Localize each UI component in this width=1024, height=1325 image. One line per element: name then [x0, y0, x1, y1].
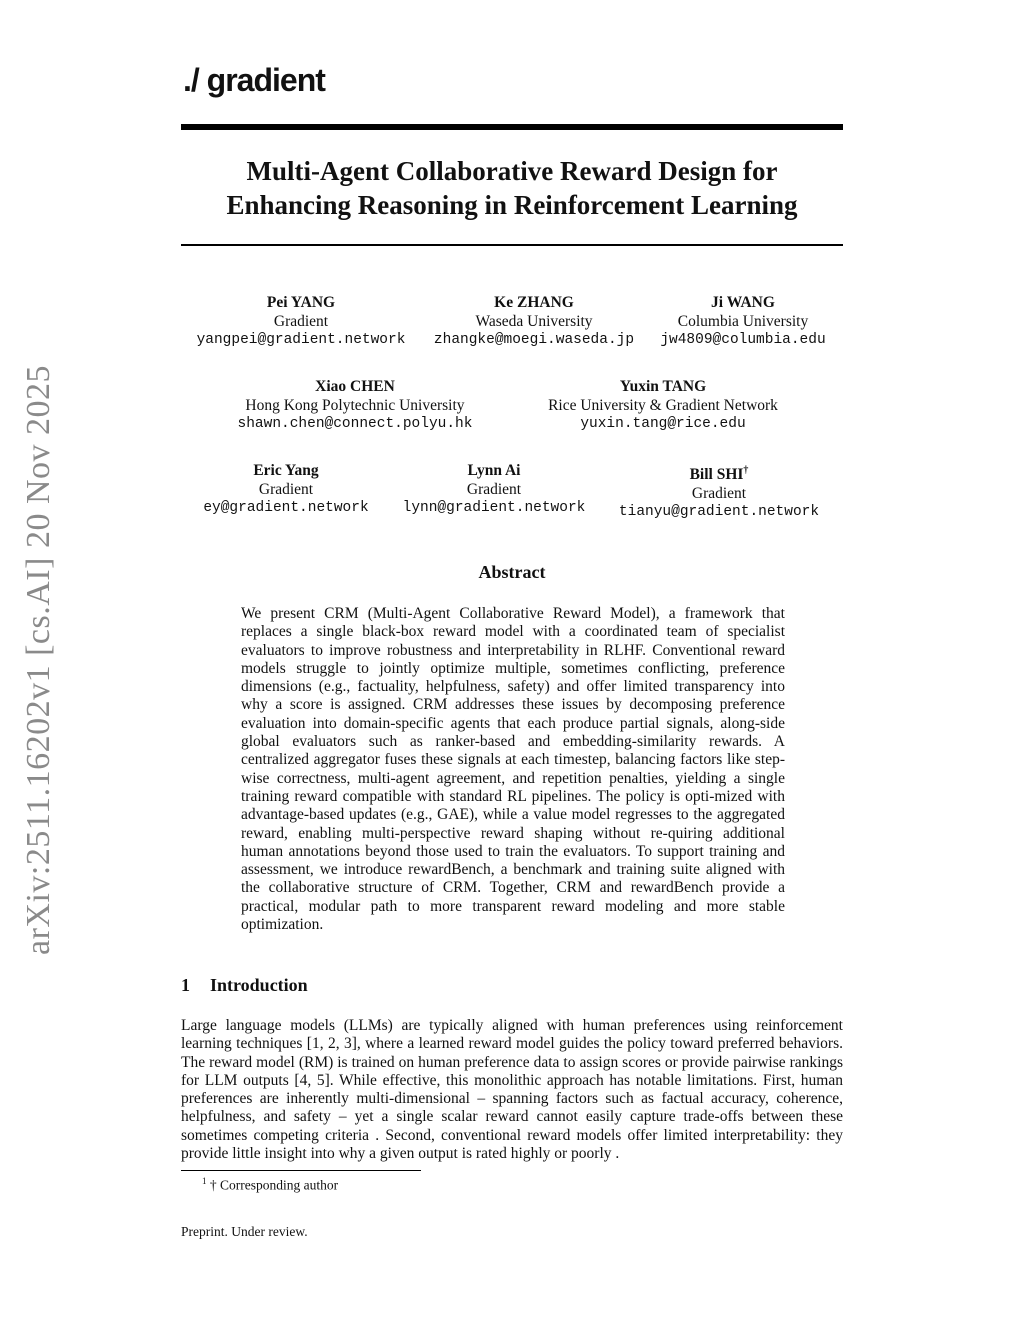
- author-email[interactable]: zhangke@moegi.waseda.jp: [433, 332, 635, 348]
- footnote: [202, 1176, 338, 1194]
- author-name: Ji WANG: [711, 294, 775, 311]
- author-email[interactable]: lynn@gradient.network: [402, 500, 586, 516]
- author-email[interactable]: ey@gradient.network: [203, 500, 369, 516]
- title-line-1: Multi-Agent Collaborative Reward Design for: [246, 156, 778, 186]
- author-name: Ke ZHANG: [494, 294, 574, 311]
- author-affiliation: Waseda University: [475, 313, 593, 330]
- author-name: Yuxin TANG: [619, 378, 707, 395]
- author-affiliation: Columbia University: [677, 313, 809, 330]
- gradient-logo: ./ gradient: [183, 62, 325, 98]
- preprint-notice: Preprint. Under review.: [181, 1224, 308, 1239]
- author-block: [533, 377, 793, 434]
- author-name: Eric Yang: [253, 462, 319, 479]
- footnote-rule: [181, 1170, 421, 1171]
- author-email[interactable]: shawn.chen@connect.polyu.hk: [237, 416, 473, 432]
- author-affiliation: Gradient: [273, 313, 329, 330]
- author-name-line: [609, 461, 829, 484]
- author-email[interactable]: yuxin.tang@rice.edu: [580, 416, 746, 432]
- author-block: [225, 377, 485, 434]
- title-line-2: Enhancing Reasoning in Reinforcement Learning: [226, 190, 798, 220]
- author-affiliation: Hong Kong Polytechnic University: [245, 397, 465, 414]
- author-email[interactable]: yangpei@gradient.network: [196, 332, 406, 348]
- author-name: Lynn Ai: [467, 462, 521, 479]
- author-email[interactable]: jw4809@columbia.edu: [660, 332, 826, 348]
- author-affiliation: Gradient: [466, 481, 522, 498]
- paper-title: [181, 154, 843, 222]
- author-block: [623, 293, 863, 350]
- author-block: [181, 293, 421, 350]
- section-heading: [181, 975, 308, 996]
- arxiv-identifier[interactable]: arXiv:2511.16202v1 [cs.AI] 20 Nov 2025: [20, 365, 57, 955]
- author-affiliation: Gradient: [691, 485, 747, 503]
- author-block: [176, 461, 396, 518]
- introduction-text: Large language models (LLMs) are typically aligned with human preferences using reinforcement learning techniques [1, 2, 3], where a learned reward model guides the policy toward preferred behaviors. The reward model (RM) is trained on human preference data to assign scores or provide pairwise rankings for LLM outputs [4, 5]. While effective, this monolithic approach has notable limitations. First, human preferences are inherently multi-dimensional – spanning factors such as factual accuracy, coherence, helpfulness, and safety – yet a single scalar reward cannot easily capture trade-offs between these sometimes competing criteria . Second, conventional reward models offer limited interpretability: they provide little insight into why a given output is rated highly or poorly .: [181, 1017, 843, 1163]
- author-block: [609, 461, 829, 522]
- author-name: Bill SHI: [689, 466, 744, 484]
- author-affiliation: Gradient: [258, 481, 314, 498]
- author-email[interactable]: tianyu@gradient.network: [618, 504, 820, 521]
- author-affiliation: Rice University & Gradient Network: [548, 397, 778, 414]
- author-name: Xiao CHEN: [315, 378, 395, 395]
- corresponding-author-mark: †: [743, 465, 749, 476]
- section-title: Introduction: [210, 975, 308, 995]
- abstract-text: We present CRM (Multi-Agent Collaborative Reward Model), a framework that replaces a single black-box reward model with a coordinated team of specialist evaluators to improve robustness and interpretability in RLHF. Conventional reward models struggle to jointly optimize multiple, sometimes conflicting, preference dimensions (e.g., factuality, helpfulness, safety) and offer limited transparency into why a score is assigned. CRM addresses these issues by decomposing preference evaluation into domain-specific agents that each produce partial signals, along-side global evaluators such as ranker-based and embedding-similarity rewards. A centralized aggregator fuses these signals at each timestep, balancing factors like step-wise correctness, multi-agent agreement, and repetition penalties, yielding a single training reward compatible with standard RL pipelines. The policy is opti-mized with advantage-based updates (e.g., GAE), while a value model regresses to the aggregated reward, enabling multi-perspective reward shaping without re-quiring additional human annotations beyond those used to train the evaluators. To support training and assessment, we introduce rewardBench, a benchmark and training suite aligned with the collaborative structure of CRM. Together, CRM and rewardBench provide a practical, modular path to more transparent reward modeling and more stable optimization.: [241, 605, 785, 934]
- footnote-text: † Corresponding author: [209, 1177, 339, 1193]
- section-number: 1: [181, 975, 190, 995]
- title-top-rule: [181, 124, 843, 130]
- footnote-mark: 1: [202, 1176, 207, 1186]
- author-block: [414, 293, 654, 350]
- abstract-heading: Abstract: [478, 562, 546, 582]
- author-block: [384, 461, 604, 518]
- author-name: Pei YANG: [266, 294, 336, 311]
- title-bottom-rule: [181, 244, 843, 246]
